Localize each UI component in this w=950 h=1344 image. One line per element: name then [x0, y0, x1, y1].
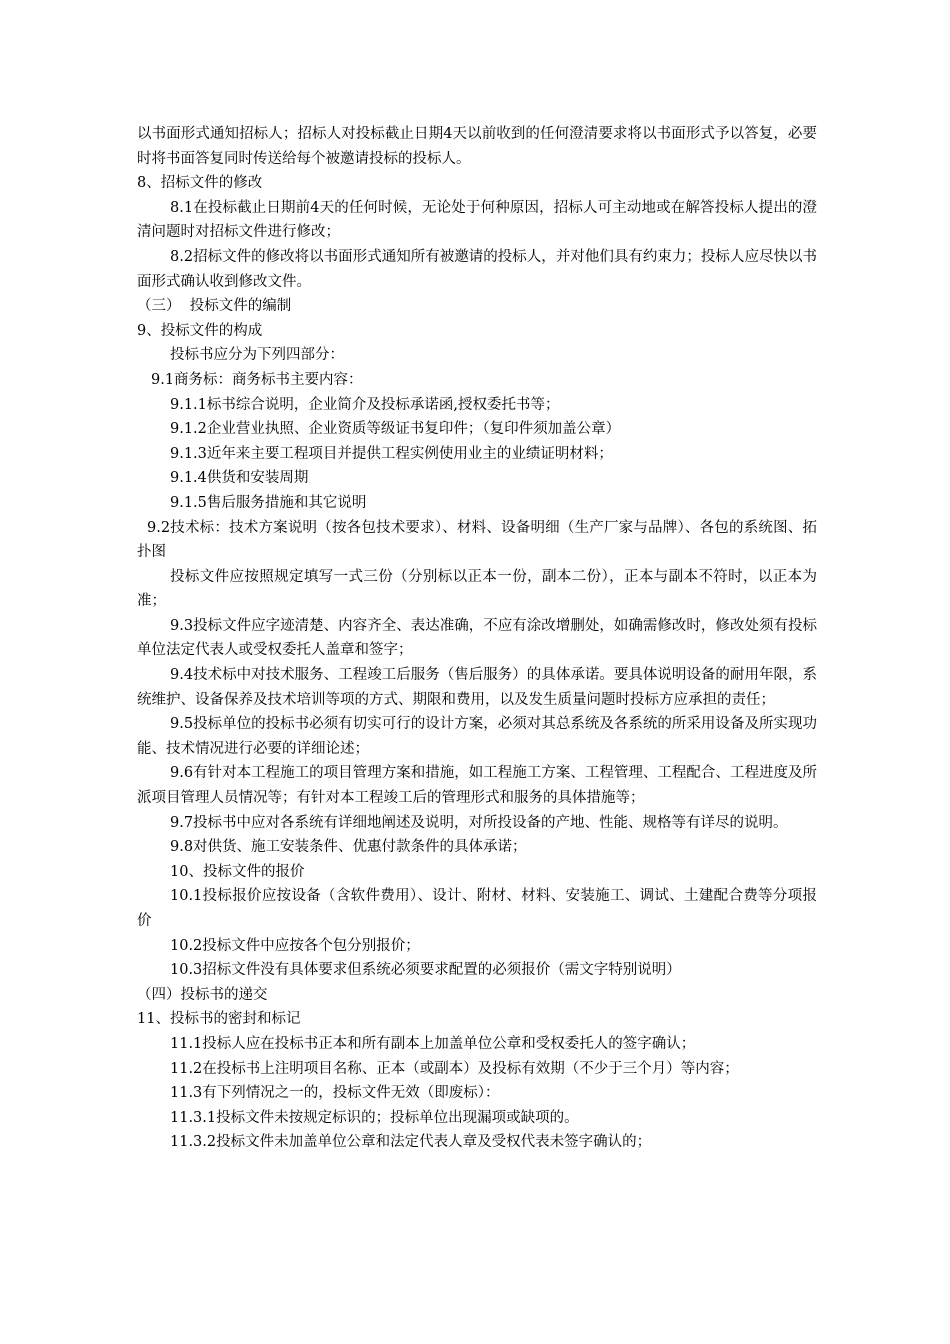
chapter-heading: （三） 投标文件的编制: [137, 298, 292, 315]
section-heading: 8、招标文件的修改: [137, 175, 263, 192]
section-heading: 11、投标书的密封和标记: [137, 1011, 301, 1028]
paragraph: 8.2招标文件的修改将以书面形式通知所有被邀请的投标人，并对他们具有约束力；投标人应尽快以书面形式确认收到修改文件。: [137, 248, 817, 290]
paragraph: 9.1商务标：商务标书主要内容：: [151, 371, 363, 388]
paragraph: 投标书应分为下列四部分：: [170, 347, 344, 364]
section-heading: 10、投标文件的报价: [170, 863, 305, 880]
paragraph: 11.2在投标书上注明项目名称、正本（或副本）及投标有效期（不少于三个月）等内容；: [170, 1060, 739, 1077]
list-item: 9.1.4供货和安装周期: [170, 470, 309, 487]
paragraph: 9.6有针对本工程施工的项目管理方案和措施，如工程施工方案、工程管理、工程配合、工程进度及所派项目管理人员情况等；有针对本工程竣工后的管理形式和服务的具体措施等；: [137, 765, 817, 807]
document-body: [137, 122, 817, 1155]
paragraph: 9.4技术标中对技术服务、工程竣工后服务（售后服务）的具体承诺。要具体说明设备的耐用年限，系统维护、设备保养及技术培训等项的方式、期限和费用，以及发生质量问题时投标方应承担的责任；: [137, 667, 817, 708]
list-item: 11.3.2投标文件未加盖单位公章和法定代表人章及受权代表未签字确认的；: [170, 1134, 652, 1151]
paragraph: 8.1在投标截止日期前4天的任何时候，无论处于何种原因，招标人可主动地或在解答投标人提出的澄清问题时对招标文件进行修改；: [137, 199, 817, 241]
paragraph: 10.2投标文件中应按各个包分别报价；: [170, 937, 420, 954]
paragraph: 以书面形式通知招标人；招标人对投标截止日期4天以前收到的任何澄清要求将以书面形式予以答复，必要时将书面答复同时传送给每个被邀请投标的投标人。: [137, 126, 817, 167]
paragraph: 9.8对供货、施工安装条件、优惠付款条件的具体承诺；: [170, 839, 527, 856]
chapter-heading: （四）投标书的递交: [137, 986, 268, 1003]
paragraph: 9.2技术标：技术方案说明（按各包技术要求）、材料、设备明细（生产厂家与品牌）、各包的系统图、拓扑图: [137, 519, 817, 561]
section-heading: 9、投标文件的构成: [137, 322, 263, 339]
list-item: 9.1.1标书综合说明，企业简介及投标承诺函,授权委托书等；: [170, 396, 560, 413]
list-item: 9.1.2企业营业执照、企业资质等级证书复印件；（复印件须加盖公章）: [170, 421, 621, 438]
paragraph: 9.5投标单位的投标书必须有切实可行的设计方案，必须对其总系统及各系统的所采用设备及所实现功能、技术情况进行必要的详细论述；: [137, 716, 817, 757]
paragraph: 11.1投标人应在投标书正本和所有副本上加盖单位公章和受权委托人的签字确认；: [170, 1035, 696, 1052]
list-item: 9.1.5售后服务措施和其它说明: [170, 494, 367, 511]
list-item: 9.1.3近年来主要工程项目并提供工程实例使用业主的业绩证明材料；: [170, 445, 613, 462]
list-item: 11.3.1投标文件未按规定标识的；投标单位出现漏项或缺项的。: [170, 1109, 579, 1126]
paragraph: 9.3投标文件应字迹清楚、内容齐全、表达准确，不应有涂改增删处，如确需修改时，修改处须有投标单位法定代表人或受权委托人盖章和签字；: [137, 617, 817, 659]
paragraph: 9.7投标书中应对各系统有详细地阐述及说明，对所投设备的产地、性能、规格等有详尽的说明。: [170, 814, 788, 831]
paragraph: 11.3有下列情况之一的，投标文件无效（即废标）：: [170, 1085, 500, 1102]
paragraph: 投标文件应按照规定填写一式三份（分别标以正本一份，副本二份），正本与副本不符时，以正本为准；: [137, 568, 817, 610]
paragraph: 10.1投标报价应按设备（含软件费用）、设计、附材、材料、安装施工、调试、土建配合费等分项报价: [137, 888, 817, 929]
paragraph: 10.3招标文件没有具体要求但系统必须要求配置的必须报价（需文字特别说明）: [170, 962, 681, 979]
